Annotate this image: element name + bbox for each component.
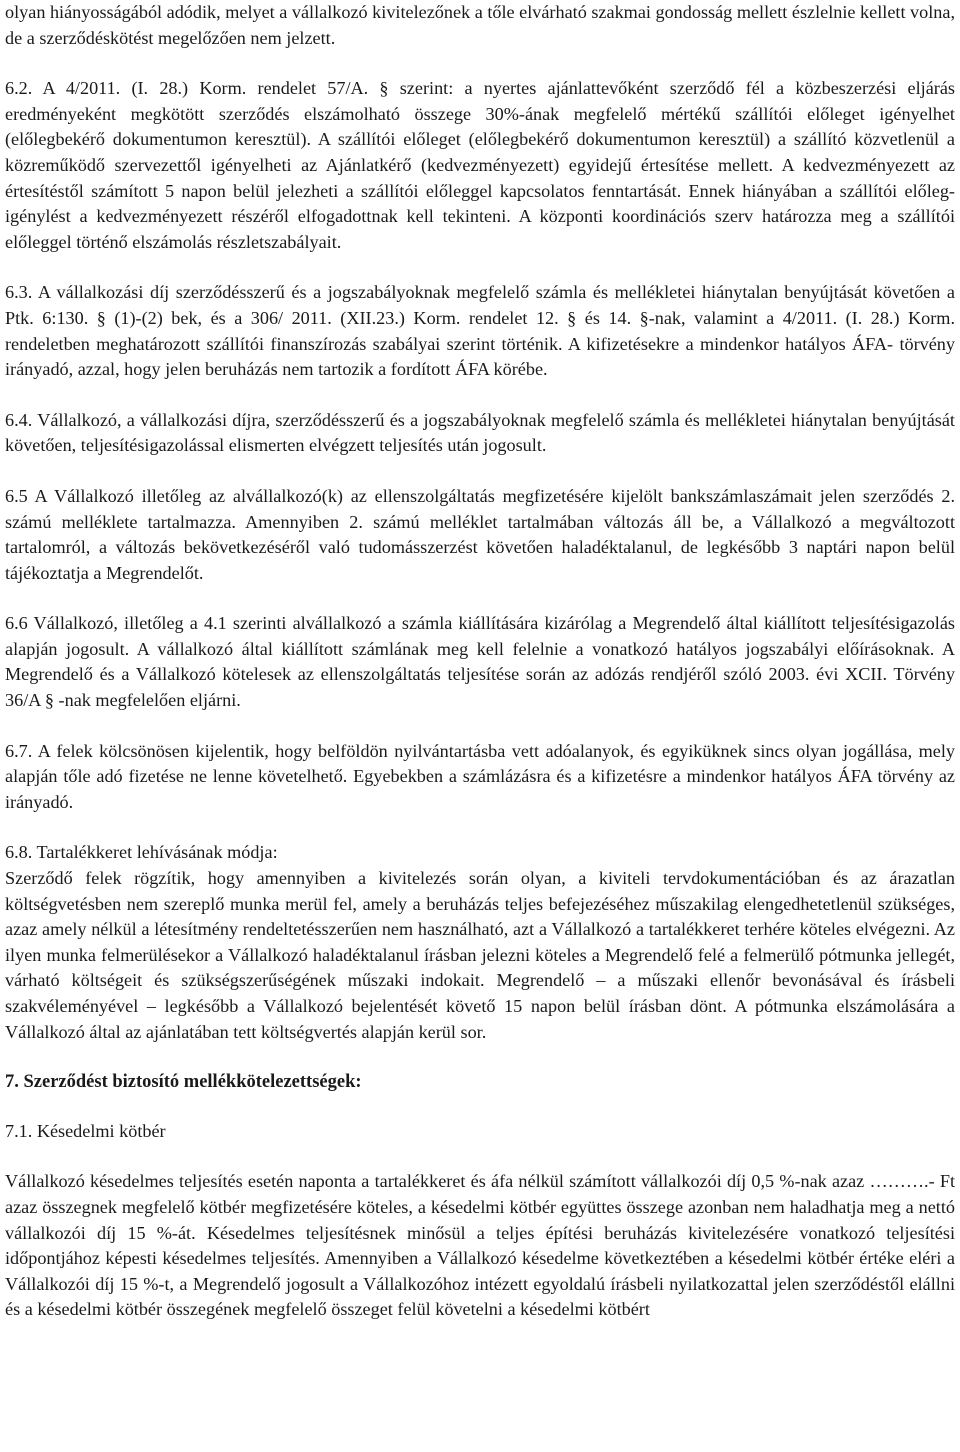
paragraph-6-3: 6.3. A vállalkozási díj szerződésszerű és a jogszabályoknak megfelelő számla és mellékletei hiánytalan benyújtását követően a Ptk. 6:130. § (1)-(2) bek, és a 306/ 2011. (XII.23.) Korm. rendelet 12. § és 14. §-nak, valamint a 4/2011. (I. 28.) Korm. rendeletben meghatározott szállítói finanszírozás szabályai szerint történik. A kifizetésekre a mindenkor hatályos ÁFA- törvény irányadó, azzal, hogy jelen beruházás nem tartozik a fordított ÁFA körébe. [5,282,955,380]
section-heading-7: 7. Szerződést biztosító mellékkötelezettségek: [5,1072,362,1093]
paragraph-6-8: Szerződő felek rögzítik, hogy amennyiben a kivitelezés során olyan, a kiviteli tervdokumentációban és az árazatlan költségvetésben nem szereplő munka merül fel, amely a beruházás teljes befejezéséhez műszakilag elengedhetetlenül szükséges, azaz amely nélkül a létesítmény rendeltetésszerűen nem használható, azt a Vállalkozó a tartalékkeret terhére köteles elvégezni. Az ilyen munka felmerülésekor a Vállalkozó haladéktalanul írásban jelezni köteles a Megrendelő felé a felmerülő pótmunka jellegét, várható költségeit és szükségszerűségének műszaki indokait. Megrendelő – a műszaki ellenőr bevonásával és írásbeli szakvéleményével – legkésőbb a Vállalkozó bejelentését követő 15 napon belül írásban dönt. A pótmunka elszámolására a Vállalkozó által az ajánlatában tett költségvertés alapján kerül sor. [5,868,955,1042]
paragraph-6-5: 6.5 A Vállalkozó illetőleg az alvállalkozó(k) az ellenszolgáltatás megfizetésére kijelölt bankszámlaszámait jelen szerződés 2. számú melléklete tartalmazza. Amennyiben 2. számú melléklet tartalmában változás áll be, a Vállalkozó a megváltozott tartalomról, a változás bekövetkezéséről való tudomásszerzést követően haladéktalanul, de legkésőbb 3 naptári napon belül tájékoztatja a Megrendelőt. [5,485,955,583]
paragraph-6-6: 6.6 Vállalkozó, illetőleg a 4.1 szerinti alvállalkozó a számla kiállítására kizárólag a Megrendelő által kiállított teljesítésigazolás alapján jogosult. A vállalkozó által kiállított számlának meg kell felelnie a vonatkozó hatályos jogszabályi előírásoknak. A Megrendelő és a Vállalkozó kötelesek az ellenszolgáltatás teljesítése során az adózás rendjéről szóló 2003. évi XCII. Törvény 36/A § -nak megfelelően eljárni. [5,613,955,711]
paragraph-7-1: Vállalkozó késedelmes teljesítés esetén naponta a tartalékkeret és áfa nélkül számított vállalkozói díj 0,5 %-nak azaz ……….- Ft azaz összegnek megfelelő kötbér megfizetésére köteles, a késedelmi kötbér együttes összege azonban nem haladhatja meg a nettó vállalkozói díj 15 %-át. Késedelmes teljesítésnek minősül a teljes építési beruházás kivitelezésére vonatkozó teljesítési időpontjához képesti késedelmes teljesítés. Amennyiben a Vállalkozó késedelme következtében a késedelmi kötbér értéke eléri a Vállalkozói díj 15 %-t, a Megrendelő jogosult a Vállalkozóhoz intézett egyoldalú írásbeli nyilatkozattal jelen szerződéstől elállni és a késedelmi kötbér összegének megfelelő összeget felül követelni a késedelmi kötbért [5,1171,955,1320]
paragraph-6-2: 6.2. A 4/2011. (I. 28.) Korm. rendelet 57/A. § szerint: a nyertes ajánlattevőként szerződő fél a közbeszerzési eljárás eredményeként megkötött szerződés elszámolható összege 30%-ának megfelelő mértékű szállítói előleget igényelhet (előlegbekérő dokumentumon keresztül). A szállítói előleget (előlegbekérő dokumentumon keresztül) a szállító közvetlenül a közreműködő szervezettől igényelheti az Ajánlatkérő (kedvezményezett) egyidejű értesítése mellett. A kedvezményezett az értesítéstől számított 5 napon belül jelezheti a szállítói előleggel kapcsolatos fenntartását. Ennek hiányában a szállítói előleg-igénylést a kedvezményezett részéről elfogadottnak kell tekinteni. A központi koordinációs szerv határozza meg a szállítói előleggel történő elszámolás részletszabályait. [5,78,955,252]
paragraph-6-4: 6.4. Vállalkozó, a vállalkozási díjra, szerződésszerű és a jogszabályoknak megfelelő számla és mellékletei hiánytalan benyújtását követően, teljesítésigazolással elismerten elvégzett teljesítés után jogosult. [5,409,955,456]
paragraph-7-1-title: 7.1. Késedelmi kötbér [5,1120,166,1141]
paragraph-6-8-title: 6.8. Tartalékkeret lehívásának módja: [5,842,278,863]
paragraph-6-7: 6.7. A felek kölcsönösen kijelentik, hogy belföldön nyilvántartásba vett adóalanyok, és egyiküknek sincs olyan jogállása, mely alapján tőle adó fizetése ne lenne követelhető. Egyebekben a számlázásra és a kifizetésre a mindenkor hatályos ÁFA törvény az irányadó. [5,740,955,812]
paragraph-continuation: olyan hiányosságából adódik, melyet a vállalkozó kivitelezőnek a tőle elvárható szakmai gondosság mellett észlelnie kellett volna, de a szerződéskötést megelőzően nem jelzett. [5,2,955,48]
document-page [5,0,955,1323]
